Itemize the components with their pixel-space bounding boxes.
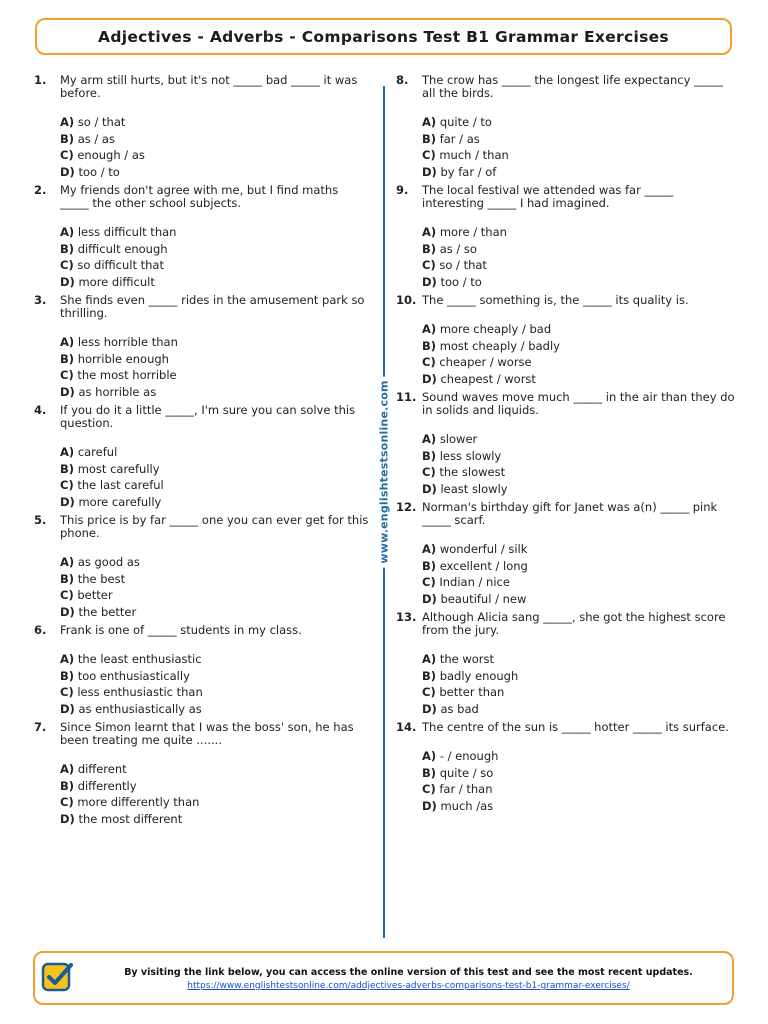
footer-link[interactable]: https://www.englishtestsonline.com/addjectives-adverbs-comparisons-test-b1-grammar-exercises/ [187,981,630,991]
question-number: 2. [34,183,47,197]
option-letter: C) [422,148,436,162]
option-letter: C) [60,148,74,162]
option-letter: B) [60,131,75,146]
question-text: Norman's birthday gift for Janet was a(n) _____ pink _____ scarf. [422,500,718,527]
questions-right-column [396,74,736,818]
option-text: Indian / nice [439,575,510,589]
option-letter: D) [60,811,75,826]
option-letter: D) [422,371,437,386]
option-letter: C) [60,258,74,272]
answer-option[interactable] [60,477,370,494]
answer-option[interactable] [422,781,736,798]
option-text: cheapest / worst [440,371,536,386]
option-letter: A) [422,322,437,336]
option-text: enough / as [77,148,145,162]
option-text: less difficult than [77,225,177,239]
option-letter: B) [422,668,437,683]
question-number: 7. [34,720,47,734]
option-text: excellent / long [439,558,528,573]
answer-option[interactable] [422,684,736,701]
answer-option[interactable] [422,257,736,274]
question-5 [34,514,370,620]
option-letter: C) [422,465,436,479]
option-letter: C) [422,258,436,272]
option-text: horrible enough [77,351,169,366]
question-number: 9. [396,183,409,197]
question-14 [396,721,736,814]
option-letter: B) [60,461,75,476]
question-text: The _____ something is, the _____ its quality is. [422,293,689,307]
answer-option[interactable] [60,461,370,478]
option-letter: C) [422,685,436,699]
option-letter: B) [60,778,75,793]
answer-option[interactable] [60,794,370,811]
option-text: far / as [439,131,480,146]
option-letter: B) [422,765,437,780]
option-text: - / enough [439,749,499,763]
answer-option[interactable] [60,604,370,621]
answer-option[interactable] [422,668,736,685]
answer-option[interactable] [422,371,736,388]
option-letter: B) [60,571,75,586]
answer-option[interactable] [60,257,370,274]
answer-option[interactable] [60,114,370,131]
option-letter: D) [60,701,75,716]
option-text: quite / to [439,115,492,129]
option-text: less enthusiastic than [77,685,203,699]
option-letter: D) [422,701,437,716]
question-6 [34,624,370,717]
option-letter: A) [60,762,75,776]
question-3 [34,294,370,400]
question-text: She finds even _____ rides in the amusement park so thrilling. [60,293,365,320]
answer-option[interactable] [422,224,736,241]
option-text: more / than [439,225,507,239]
option-letter: D) [60,274,75,289]
answer-option[interactable] [422,701,736,718]
option-letter: D) [422,798,437,813]
option-letter: A) [422,542,437,556]
answer-option[interactable] [60,224,370,241]
question-number: 3. [34,293,47,307]
question-number: 14. [396,720,417,734]
option-text: wonderful / silk [439,542,528,556]
question-number: 13. [396,610,417,624]
question-text: Although Alicia sang _____, she got the highest score from the jury. [422,610,726,637]
option-text: slower [439,432,478,446]
option-letter: B) [60,241,75,256]
question-number: 11. [396,390,417,404]
question-text: Since Simon learnt that I was the boss' son, he has been treating me quite ....... [60,720,354,747]
option-letter: A) [60,445,75,459]
answer-option[interactable] [60,668,370,685]
option-letter: B) [422,558,437,573]
option-letter: A) [60,225,75,239]
question-number: 8. [396,73,409,87]
option-text: as bad [440,701,479,716]
option-letter: D) [422,481,437,496]
question-text: The crow has _____ the longest life expectancy _____ all the birds. [422,73,723,100]
option-letter: C) [60,478,74,492]
question-text: The local festival we attended was far _____ interesting _____ I had imagined. [422,183,674,210]
question-12 [396,501,736,607]
option-letter: A) [60,652,75,666]
answer-option[interactable] [60,684,370,701]
option-text: so difficult that [77,258,164,272]
question-number: 4. [34,403,47,417]
option-letter: B) [422,448,437,463]
option-letter: B) [422,241,437,256]
option-letter: A) [60,335,75,349]
question-9 [396,184,736,290]
option-letter: A) [60,555,75,569]
option-text: more cheaply / bad [439,322,552,336]
question-number: 1. [34,73,47,87]
option-letter: C) [422,575,436,589]
question-number: 6. [34,623,47,637]
answer-option[interactable] [422,651,736,668]
answer-option[interactable] [422,541,736,558]
option-letter: D) [422,274,437,289]
option-letter: C) [422,782,436,796]
question-1 [34,74,370,180]
question-text: Frank is one of _____ students in my class. [60,623,302,637]
option-letter: A) [422,749,437,763]
option-letter: B) [422,338,437,353]
option-letter: C) [60,685,74,699]
option-text: too / to [78,164,120,179]
answer-option[interactable] [422,338,736,355]
answer-option[interactable] [422,574,736,591]
option-text: the better [78,604,137,619]
answer-option[interactable] [422,431,736,448]
option-text: the most horrible [77,368,177,382]
questions-left-column [34,74,370,831]
option-text: difficult enough [77,241,168,256]
option-text: much /as [440,798,494,813]
answer-option[interactable] [422,131,736,148]
option-text: less horrible than [77,335,178,349]
option-text: as / so [439,241,477,256]
answer-option[interactable] [60,554,370,571]
option-text: cheaper / worse [439,355,532,369]
option-letter: A) [422,652,437,666]
answer-option[interactable] [60,164,370,181]
page-title: Adjectives - Adverbs - Comparisons Test B1 Grammar Exercises [98,27,669,46]
option-letter: B) [60,351,75,366]
footer-box [33,951,734,1005]
answer-option[interactable] [422,114,736,131]
answer-option[interactable] [60,367,370,384]
answer-option[interactable] [60,384,370,401]
question-number: 12. [396,500,417,514]
option-letter: D) [60,384,75,399]
answer-option[interactable] [422,354,736,371]
option-text: the worst [439,652,495,666]
option-text: less slowly [439,448,502,463]
option-text: badly enough [439,668,519,683]
option-text: as good as [77,555,140,569]
question-11 [396,391,736,497]
answer-option[interactable] [60,444,370,461]
option-text: so / that [77,115,126,129]
question-text: This price is by far _____ one you can ever get for this phone. [60,513,369,540]
option-letter: A) [60,115,75,129]
answer-option[interactable] [60,778,370,795]
option-text: by far / of [440,164,497,179]
option-text: far / than [439,782,493,796]
answer-option[interactable] [60,147,370,164]
option-letter: A) [422,432,437,446]
option-letter: D) [422,591,437,606]
answer-option[interactable] [60,761,370,778]
option-text: too / to [440,274,482,289]
answer-option[interactable] [60,571,370,588]
question-number: 5. [34,513,47,527]
option-letter: B) [60,668,75,683]
question-text: My friends don't agree with me, but I find maths _____ the other school subjects. [60,183,339,210]
option-text: quite / so [439,765,494,780]
answer-option[interactable] [422,464,736,481]
option-letter: D) [60,604,75,619]
option-text: more carefully [78,494,162,509]
answer-option[interactable] [60,701,370,718]
question-4 [34,404,370,510]
option-letter: D) [60,164,75,179]
option-text: better [77,588,113,602]
answer-option[interactable] [60,131,370,148]
answer-option[interactable] [422,558,736,575]
answer-option[interactable] [60,811,370,828]
question-10 [396,294,736,387]
option-letter: D) [422,164,437,179]
answer-option[interactable] [422,241,736,258]
option-letter: D) [60,494,75,509]
option-letter: C) [60,368,74,382]
answer-option[interactable] [422,765,736,782]
question-number: 10. [396,293,417,307]
question-text: My arm still hurts, but it's not _____ bad _____ it was before. [60,73,358,100]
option-text: the most different [78,811,183,826]
answer-option[interactable] [422,164,736,181]
option-text: the slowest [439,465,506,479]
option-text: as enthusiastically as [78,701,202,716]
option-text: the best [77,571,126,586]
option-text: most cheaply / badly [439,338,560,353]
option-text: most carefully [77,461,160,476]
option-letter: C) [422,355,436,369]
site-watermark: www.englishtestsonline.com [378,376,391,567]
option-text: as / as [77,131,115,146]
question-text: If you do it a little _____, I'm sure you can solve this question. [60,403,356,430]
answer-option[interactable] [60,587,370,604]
footer-text: By visiting the link below, you can access the online version of this test and see the most recent updates. [124,967,693,978]
question-text: The centre of the sun is _____ hotter _____ its surface. [422,720,729,734]
question-13 [396,611,736,717]
option-text: much / than [439,148,509,162]
option-text: too enthusiastically [77,668,190,683]
question-2 [34,184,370,290]
answer-option[interactable] [60,494,370,511]
answer-option[interactable] [422,481,736,498]
option-text: as horrible as [78,384,157,399]
option-letter: C) [60,588,74,602]
option-text: the least enthusiastic [77,652,202,666]
answer-option[interactable] [422,748,736,765]
option-letter: B) [422,131,437,146]
option-text: the last careful [77,478,164,492]
answer-option[interactable] [422,321,736,338]
option-text: least slowly [440,481,508,496]
option-text: more difficult [78,274,155,289]
option-text: better than [439,685,505,699]
option-text: beautiful / new [440,591,527,606]
answer-option[interactable] [422,798,736,815]
answer-option[interactable] [60,334,370,351]
option-text: different [77,762,127,776]
answer-option[interactable] [60,241,370,258]
checkbox-check-icon [41,960,75,994]
answer-option[interactable] [422,274,736,291]
answer-option[interactable] [422,448,736,465]
answer-option[interactable] [60,351,370,368]
answer-option[interactable] [60,274,370,291]
title-box [35,18,732,55]
option-text: careful [77,445,118,459]
option-text: more differently than [77,795,200,809]
option-letter: C) [60,795,74,809]
answer-option[interactable] [60,651,370,668]
option-letter: A) [422,115,437,129]
answer-option[interactable] [422,147,736,164]
option-text: so / that [439,258,487,272]
option-text: differently [77,778,137,793]
question-8 [396,74,736,180]
question-text: Sound waves move much _____ in the air than they do in solids and liquids. [422,390,735,417]
answer-option[interactable] [422,591,736,608]
option-letter: A) [422,225,437,239]
question-7 [34,721,370,827]
